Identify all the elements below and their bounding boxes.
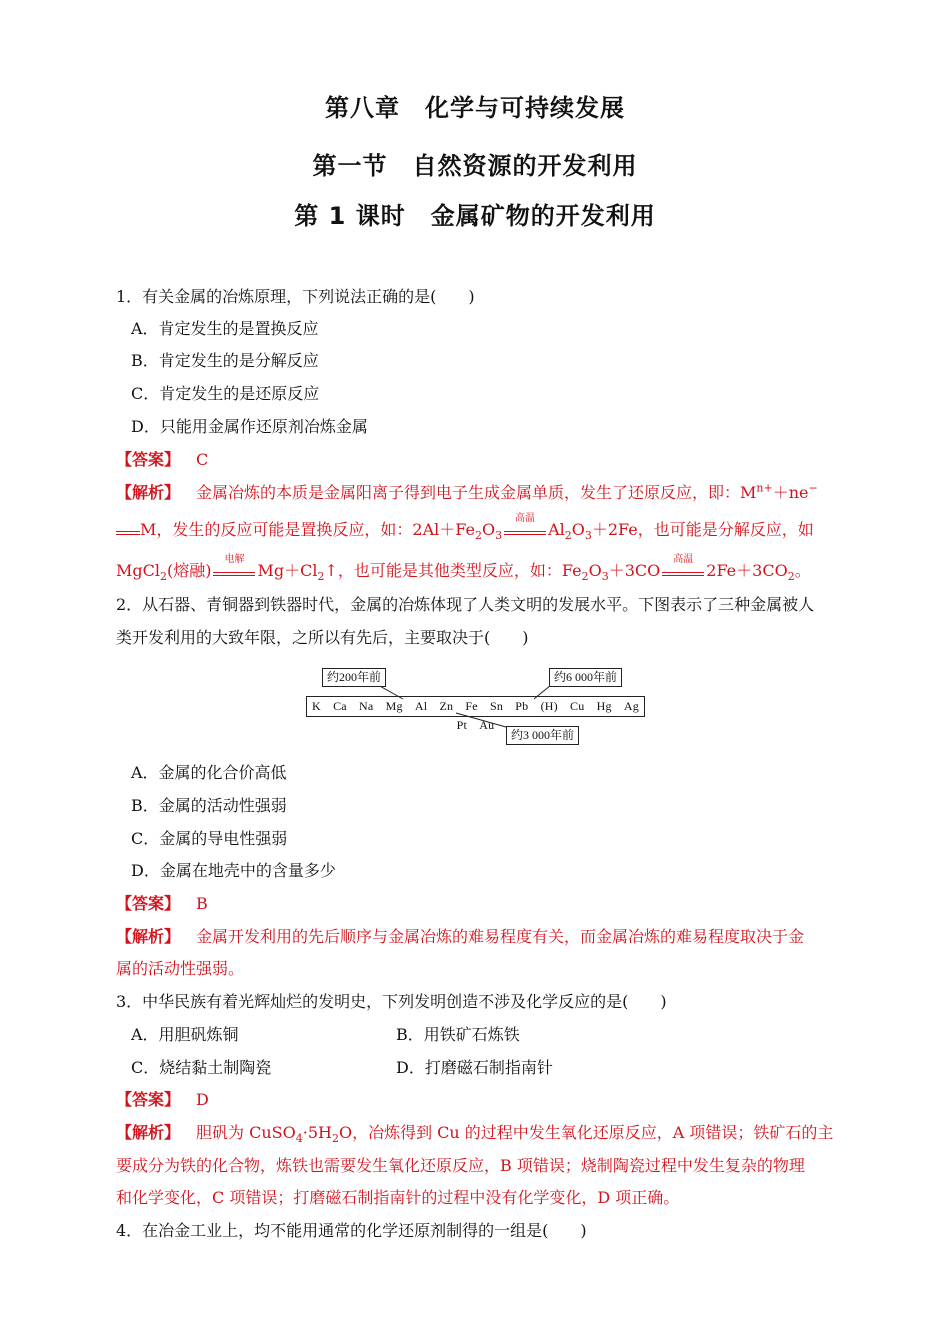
answer-tag: 【答案】 (116, 1090, 181, 1109)
q2-explanation-line2: 属的活动性强弱。 (116, 959, 245, 978)
q3-explanation-line1: 【解析】 胆矾为 $CuSO_4\cdot 5H_2O$，冶炼得到 Cu 的过程中发生氧化还原反应，A 项错误；铁矿石的主 (116, 1123, 834, 1146)
q3-option-a: A．用胆矾炼铜 (131, 1025, 239, 1044)
equal-sign (116, 522, 140, 535)
label-al-200-years: 约200年前 (322, 668, 386, 687)
q4-stem: 4．在冶金工业上，均不能用通常的化学还原剂制得的一组是( ) (116, 1221, 587, 1240)
reaction-arrow (213, 554, 255, 576)
exp-text: ↑，也可能是其他类型反应，如：Fe (324, 561, 582, 580)
exp-text: ·5H (302, 1123, 332, 1142)
q1-option-c: C．肯定发生的是还原反应 (131, 384, 320, 403)
q1-option-a: A．肯定发生的是置换反应 (131, 319, 319, 338)
q2-option-d: D．金属在地壳中的含量多少 (131, 861, 336, 880)
lesson-title: 第 1 课时 金属矿物的开发利用 (294, 202, 656, 230)
q2-explanation-line1 (116, 926, 804, 948)
q3-stem: 3．中华民族有着光辉灿烂的发明史，下列发明创造不涉及化学反应的是( ) (116, 992, 667, 1011)
exp-text: Al (548, 520, 565, 539)
reaction-condition: 高温 (515, 513, 536, 524)
q3-option-d: D．打磨磁石制指南针 (396, 1058, 553, 1077)
q2-option-a: A．金属的化合价高低 (131, 763, 287, 782)
q2-stem-line1: 2．从石器、青铜器到铁器时代，金属的冶炼体现了人类文明的发展水平。下图表示了三种金属被人 (116, 595, 815, 614)
q1-explanation-line2: M，发生的反应可能是置换反应，如：$2Al+Fe_2O_3$ 高温 $Al_2O_3+2Fe$，也可能是分解反应，如 (116, 519, 814, 541)
q2-stem-line2: 类开发利用的大致年限，之所以有先后，主要取决于( ) (116, 628, 529, 647)
exp-text: ＋3CO (608, 561, 661, 580)
exp-text: 2Fe＋3CO (706, 561, 788, 580)
q2-option-b: B．金属的活动性强弱 (131, 796, 287, 815)
q3-option-b: B．用铁矿石炼铁 (396, 1025, 520, 1044)
exp-text: MgCl (116, 561, 160, 580)
q1-option-d: D．只能用金属作还原剂冶炼金属 (131, 417, 368, 436)
answer-value: C (196, 450, 209, 469)
q1-explanation-line1 (116, 482, 818, 504)
exp-sup: n+ (756, 481, 773, 495)
section-title: 第一节 自然资源的开发利用 (312, 152, 638, 180)
q2-answer (116, 893, 208, 915)
exp-text: 金属冶炼的本质是金属阳离子得到电子生成金属单质，发生了还原反应，即：M (196, 483, 757, 502)
label-cu-6000-years: 约6 000年前 (549, 668, 622, 687)
reaction-condition: 高温 (673, 554, 694, 565)
exp-text: ＋ne (772, 483, 809, 502)
q1-explanation-line3: MgCl$_2$(熔融) 电解 $Mg+Cl_2↑$，也可能是其他类型反应，如：$Fe_2O_3+3CO$ 高温 $2Fe+3CO_2$。 (116, 560, 811, 582)
answer-tag: 【答案】 (116, 894, 181, 913)
reaction-condition: 电解 (224, 554, 245, 565)
q3-answer (116, 1089, 209, 1111)
q1-option-b: B．肯定发生的是分解反应 (131, 351, 319, 370)
exp-text: 胆矾为 CuSO (196, 1123, 296, 1142)
q3-explanation-line3: 和化学变化，C 项错误；打磨磁石制指南针的过程中没有化学变化，D 项正确。 (116, 1188, 680, 1207)
metal-activity-series: K Ca Na Mg Al Zn Fe Sn Pb (H) Cu Hg Ag Pt Au (306, 696, 645, 717)
exp-text: (熔融) (166, 561, 212, 580)
explanation-tag: 【解析】 (116, 1123, 181, 1142)
exp-text: 。 (794, 561, 811, 580)
answer-tag: 【答案】 (116, 450, 181, 469)
explanation-tag: 【解析】 (116, 483, 181, 502)
exp-text: 金属开发利用的先后顺序与金属冶炼的难易程度有关，而金属冶炼的难易程度取决于金 (196, 927, 805, 946)
label-fe-3000-years: 约3 000年前 (506, 726, 579, 745)
q3-option-c: C．烧结黏土制陶瓷 (131, 1058, 272, 1077)
explanation-tag: 【解析】 (116, 927, 181, 946)
exp-text: M，发生的反应可能是置换反应，如：2Al＋Fe (140, 520, 475, 539)
exp-text: Mg＋Cl (257, 561, 318, 580)
q2-option-c: C．金属的导电性强弱 (131, 829, 288, 848)
q3-explanation-line2: 要成分为铁的化合物，炼铁也需要发生氧化还原反应，B 项错误；烧制陶瓷过程中发生复杂的物理 (116, 1156, 805, 1175)
answer-value: D (196, 1090, 209, 1109)
reaction-arrow (662, 554, 704, 576)
reaction-arrow (504, 513, 546, 535)
metal-activity-figure (306, 663, 651, 748)
exp-text: ＋2Fe，也可能是分解反应，如 (591, 520, 814, 539)
q1-stem: 1．有关金属的冶炼原理，下列说法正确的是( ) (116, 287, 475, 306)
q1-answer (116, 449, 208, 471)
exp-sup: − (808, 481, 818, 495)
answer-value: B (196, 894, 208, 913)
exp-text: O，冶炼得到 Cu 的过程中发生氧化还原反应，A 项错误；铁矿石的主 (338, 1123, 834, 1142)
chapter-title: 第八章 化学与可持续发展 (325, 94, 625, 122)
